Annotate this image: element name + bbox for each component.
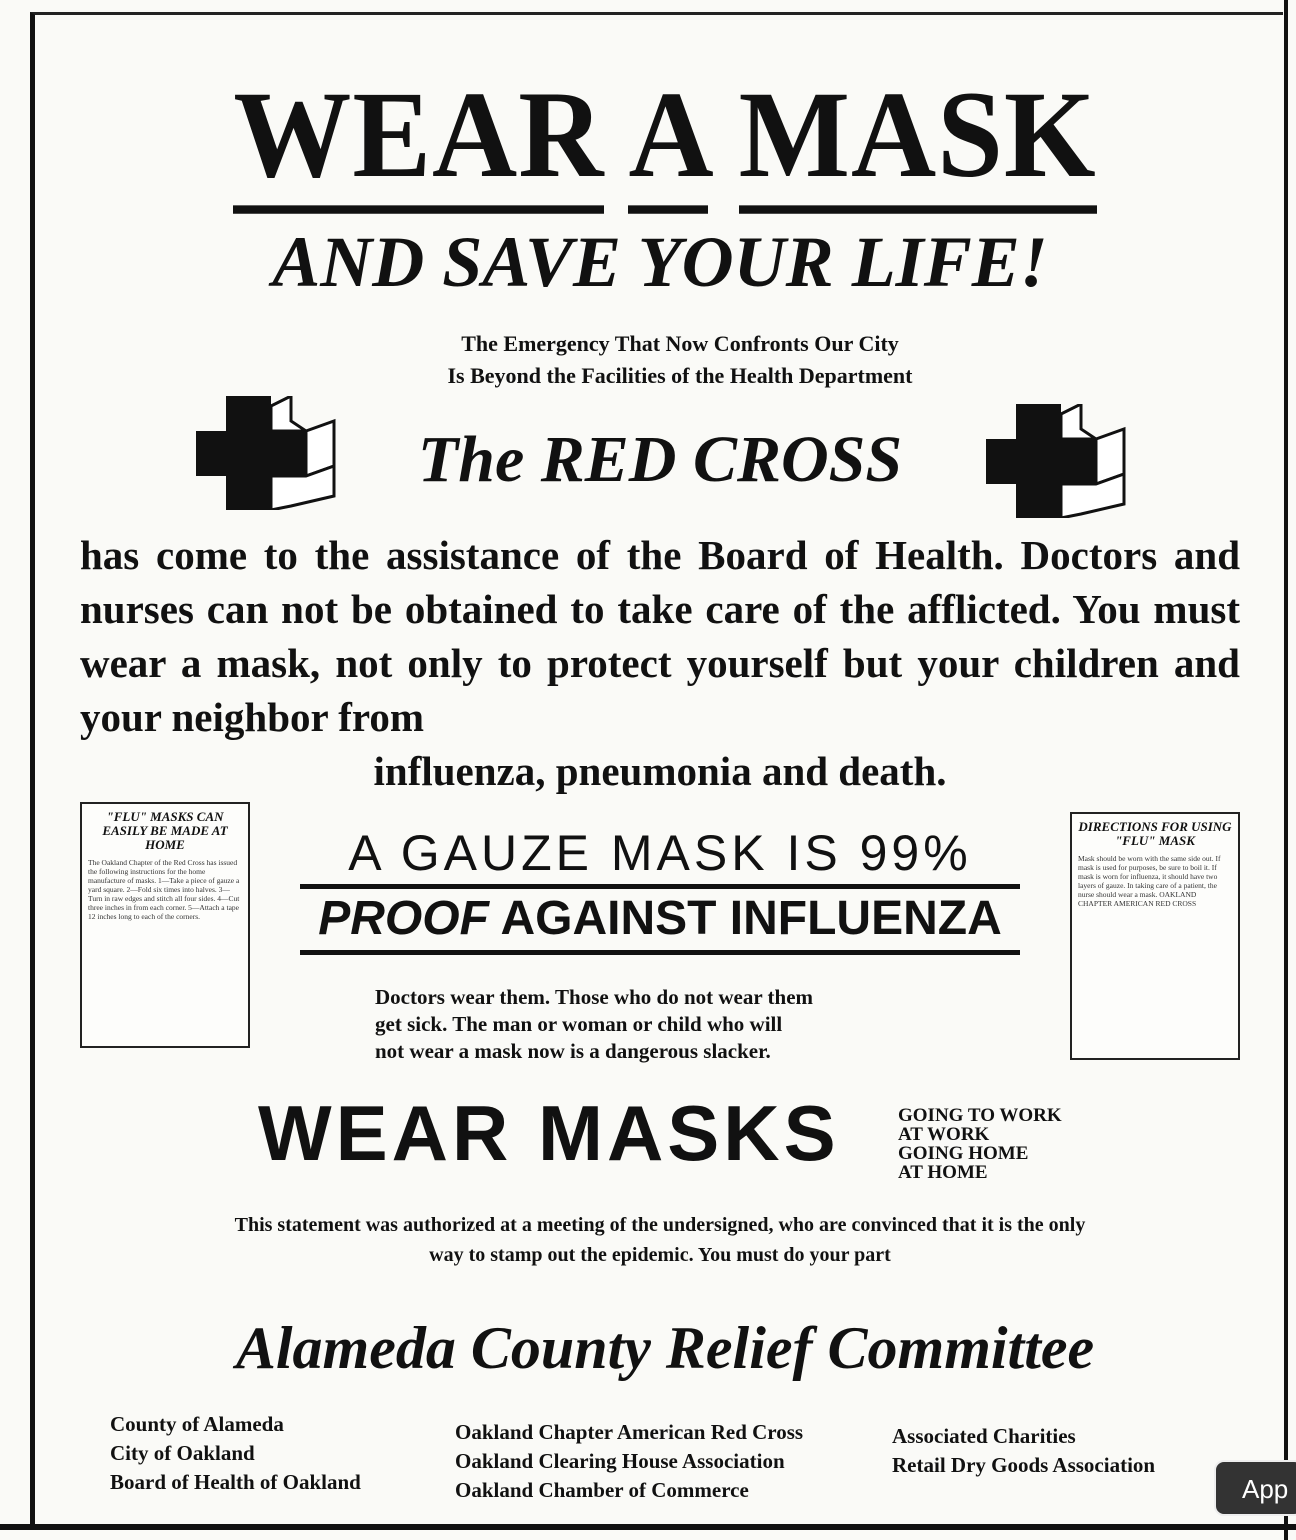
member-name: Oakland Chapter American Red Cross [455,1420,804,1444]
doctors-text [375,984,955,1065]
members-col-1 [110,1410,361,1497]
headline [200,67,1130,204]
committee-title: Alameda County Relief Committee [235,1315,1095,1381]
gauze-line-1: A GAUZE MASK IS 99% [300,822,1020,889]
headline-word-wear: WEAR [233,66,604,214]
member-name: County of Alameda [110,1412,284,1436]
wear-list-item: GOING TO WORK [898,1105,1062,1126]
doctors-line-3: not wear a mask now is a dangerous slacker. [375,1039,771,1063]
wear-list-item: AT HOME [898,1162,988,1183]
red-cross-icon-left [196,396,336,510]
flu-mask-home-box [80,802,250,1048]
member-name: Retail Dry Goods Association [892,1453,1156,1477]
wear-list-item: AT WORK [898,1124,990,1145]
doctors-line-1: Doctors wear them. Those who do not wear them [375,985,814,1009]
wear-list [898,1106,1098,1182]
flu-mask-home-text: The Oakland Chapter of the Red Cross has issued the following instructions for the home manufacture of masks. 1—Take a piece of gauze a yard square. 2—Fold six times into halves. 3—Turn in raw edges and stitch all four sides. 4—Cut three inches in from each corner. 5—Attach a tape 12 inches long to each of the corners. [88,858,240,921]
headline-word-mask: MASK [739,66,1097,214]
directions-box [1070,812,1240,1060]
headline-word-a: A [628,66,708,214]
app-corner-tag[interactable]: App [1214,1460,1296,1516]
wear-list-item: GOING HOME [898,1143,1029,1164]
intro-text [330,328,1030,392]
member-name: City of Oakland [110,1441,255,1465]
body-last-line: influenza, pneumonia and death. [373,748,947,794]
intro-line-1: The Emergency That Now Confronts Our City [461,331,899,356]
gauze-proof: PROOF [318,892,489,945]
body-text [80,528,1240,798]
right-border [1284,0,1288,1540]
body-main: has come to the assistance of the Board of Health. Doctors and nurses can not be obtained to take care of the afflicted. You must wear a mask, not only to protect yourself but your children and your neighbor from [80,532,1240,740]
wear-masks-heading: WEAR MASKS [258,1089,840,1177]
members-col-2 [455,1418,803,1505]
gauze-line-2 [300,888,1020,955]
directions-text: Mask should be worn with the same side out. If mask is used for purposes, be sure to boil it. If mask is worn for influenza, it should have two layers of gauze. In taking care of a patient, the nurse should wear a mask. OAKLAND CHAPTER AMERICAN RED CROSS [1078,854,1221,908]
intro-line-2: Is Beyond the Facilities of the Health Department [447,363,913,388]
statement-line-2: way to stamp out the epidemic. You must do your part [429,1244,891,1266]
directions-title: DIRECTIONS FOR USING "FLU" MASK [1078,819,1232,848]
gauze-against-influenza: AGAINST INFLUENZA [500,892,1002,945]
member-name: Associated Charities [892,1424,1076,1448]
member-name: Oakland Clearing House Association [455,1449,785,1473]
subhead: AND SAVE YOUR LIFE! [272,222,1048,302]
doctors-line-2: get sick. The man or woman or child who will [375,1012,783,1036]
red-cross-icon-right [986,404,1126,518]
statement [80,1210,1240,1270]
members-col-3 [892,1422,1155,1480]
member-name: Oakland Chamber of Commerce [455,1478,749,1502]
red-cross-title: The RED CROSS [417,423,903,496]
statement-line-1: This statement was authorized at a meeting of the undersigned, who are convinced that it is the only [234,1214,1086,1236]
bottom-border [0,1524,1296,1530]
member-name: Board of Health of Oakland [110,1470,361,1494]
flu-mask-home-title: "FLU" MASKS CAN EASILY BE MADE AT HOME [102,809,228,852]
